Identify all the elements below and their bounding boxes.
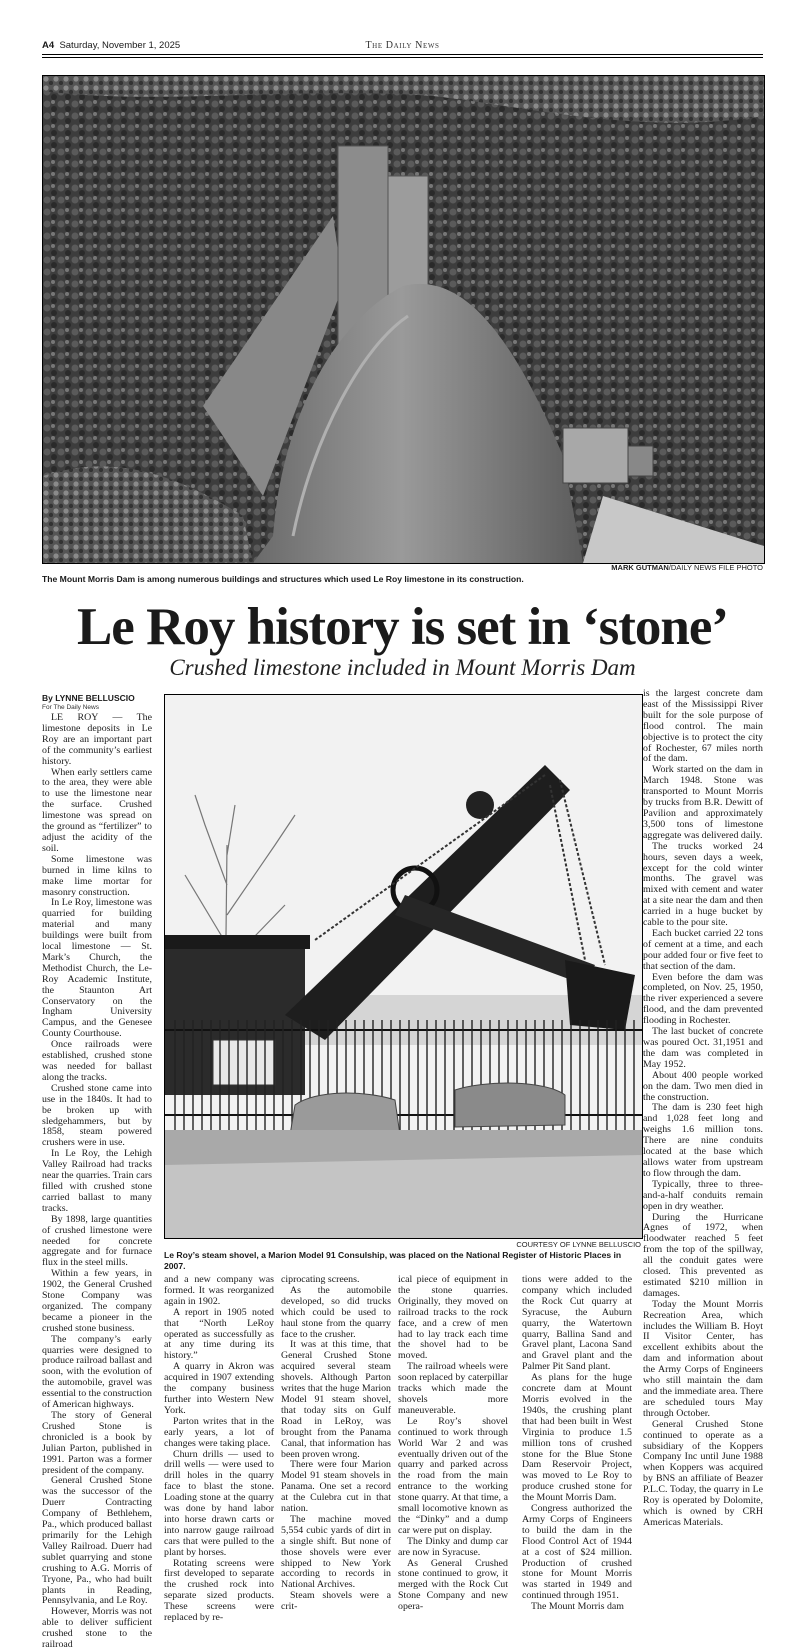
- steam-shovel-illustration: [165, 695, 642, 1238]
- article-paragraph: The last bucket of concrete was poured Oct. 31,1951 and the dam was completed in May 1952.: [643, 1026, 763, 1070]
- article-paragraph: In Le Roy, the Lehigh Valley Railroad had tracks near the quarries. Train cars filled with crushed stone carried ballast to many tracks.: [42, 1148, 152, 1214]
- boom-pulley: [466, 791, 494, 819]
- column-2: [164, 1274, 274, 1624]
- foreground-lot: [165, 1155, 642, 1238]
- article-paragraph: tions were added to the company which included the Rock Cut quarry at Syracuse, the Auburn quarry, the Watertown quarry, Ballina Sand and Gravel plant, Lacona Sand and Gravel plant and the Palmer Pit Sand plant.: [522, 1274, 632, 1373]
- headline: Le Roy history is set in ‘stone’: [76, 598, 729, 656]
- header-rule: [42, 54, 763, 55]
- article-paragraph: Within a few years, in 1902, the General Crushed Stone Company was organized. The company became a pioneer in the crushed stone business.: [42, 1268, 152, 1334]
- article-paragraph: Parton writes that in the early years, a lot of changes were taking place.: [164, 1415, 274, 1449]
- running-header: [42, 38, 763, 54]
- article-paragraph: Churn drills — used to drill wells — were used to drill holes in the quarry face to blast the stone. Loading stone at the quarry was done by hand labor into horse drawn carts or into narrow gauge railroad cars that were pulled to the plant by horses.: [164, 1448, 274, 1558]
- article-paragraph: General Crushed Stone continued to operate as a subsidiary of the Koppers Company Inc until June 1988 when Koppers was acquired by BNS an affiliate of Beazer P.L.C. Today, the quarry in Le Roy is operated by Dolomite, which is owned by CRH Americas Materials.: [643, 1418, 763, 1528]
- article-paragraph: In Le Roy, limestone was quarried for building material and many buildings were built from local limestone — St. Mark’s Church, the Methodist Church, the Le-Roy Academic Institute, the Staunton Art Conservatory on the Ingham University Campus, and the Genesee County Courthouse.: [42, 897, 152, 1040]
- article-paragraph: Work started on the dam in March 1948. Stone was transported to Mount Morris by trucks from B.R. Dewitt of Pavilion and approximately 3,500 tons of limestone aggregate was delivered daily.: [643, 764, 763, 841]
- article-paragraph: When early settlers came to the area, they were able to use the limestone near the surface. Crushed limestone was spread on the ground as “fertilizer” to adjust the acidity of the soil.: [42, 766, 152, 854]
- article-paragraph: There were four Marion Model 91 steam shovels in Panama. One set a record at the Culebra cut in that nation.: [281, 1459, 391, 1515]
- article-paragraph: It was at this time, that General Crushed Stone acquired several steam shovels. Although Parton writes that the huge Marion Model 91 steam shovel, that today sits on Gulf Road in LeRoy, was brought from the Panama Canal, that information has been proven wrong.: [281, 1339, 391, 1460]
- article-paragraph: Once railroads were established, crushed stone was needed for ballast along the tracks.: [42, 1039, 152, 1083]
- column-3: [281, 1274, 391, 1613]
- steam-shovel-photo: [164, 694, 643, 1239]
- article-paragraph: By 1898, large quantities of crushed limestone were needed for concrete aggregate and for furnace flux in the steel mills.: [42, 1213, 152, 1269]
- article-paragraph: A quarry in Akron was acquired in 1907 extending the company business further into Western New York.: [164, 1361, 274, 1416]
- article-paragraph: ical piece of equipment in the stone quarries. Originally, they moved on railroad tracks to the rock face, and a crew of men had to lay track each time the shovel had to be moved.: [398, 1274, 508, 1362]
- dam-photo-illustration: [43, 76, 764, 563]
- article-paragraph: As General Crushed stone continued to grow, it merged with the Rock Cut Stone Company and new opera-: [398, 1557, 508, 1613]
- gate-house-annex: [628, 446, 653, 476]
- column-left: [42, 712, 152, 1651]
- byline-affiliation: For The Daily News: [42, 704, 99, 711]
- article-paragraph: ciprocating screens.: [281, 1274, 360, 1285]
- article-paragraph: As plans for the huge concrete dam at Mount Morris evolved in the 1940s, the crushing plant that had been built in West Virginia to produce 1.5 million tons of crushed stone for the Blue Stone Dam Reservoir Project, was moved to Le Roy to produce crushed stone for the Mount Morris Dam.: [522, 1372, 632, 1504]
- article-paragraph: and a new company was formed. It was reorganized again in 1902.: [164, 1274, 274, 1307]
- article-paragraph: As the automobile developed, so did trucks which could be used to haul stone from the quarry face to the crusher.: [281, 1284, 391, 1340]
- dam-photo: [42, 75, 765, 564]
- top-photo-caption: The Mount Morris Dam is among numerous buildings and structures which used Le Roy limestone in its construction.: [42, 574, 524, 584]
- article-paragraph: Rotating screens were first developed to separate the crushed rock into separate sized products. These screens were replaced by re-: [164, 1557, 274, 1624]
- top-photo-credit: [611, 563, 763, 572]
- paper-name: The Daily News: [365, 40, 440, 51]
- mid-photo-caption: Le Roy’s steam shovel, a Marion Model 91 Consulship, was placed on the National Register of Historic Places in 2007.: [164, 1250, 622, 1271]
- cab-roof: [165, 935, 310, 949]
- article-paragraph: Today the Mount Morris Recreation Area, which includes the William B. Hoyt II Visitor Center, has excellent exhibits about the dam and information about the Army Corps of Engineers who still maintain the dam and the immediate area. There are scheduled tours May through October.: [643, 1298, 763, 1419]
- article-paragraph: Le Roy’s shovel continued to work through World War 2 and was eventually driven out of the quarry and parked across the road from the main entrance to the working stone quarry. At that time, a small locomotive known as the “Dinky” and a dump car were put on display.: [398, 1415, 508, 1536]
- article-paragraph: The Mount Morris dam: [531, 1601, 624, 1613]
- article-paragraph: The company’s early quarries were designed to produce railroad ballast and soon, with the evolution of the automobile, gravel was essential to the construction of American highways.: [42, 1333, 152, 1411]
- article-paragraph: The story of General Crushed Stone is chronicled is a book by Julian Parton, published in 1991. Parton was a former president of the company.: [42, 1410, 152, 1476]
- limestone-block: [455, 1083, 565, 1127]
- credit-name: MARK GUTMAN: [611, 563, 669, 572]
- column-4: [398, 1274, 508, 1613]
- credit-org: /DAILY NEWS FILE PHOTO: [668, 563, 763, 572]
- article-paragraph: Crushed stone came into use in the 1840s. It had to be broken up with sledgehammers, but by 1858, steam powered crushers were in use.: [42, 1082, 152, 1149]
- article-paragraph: Each bucket carried 22 tons of cement at a time, and each pour added four or five feet to that section of the dam.: [643, 927, 763, 972]
- article-paragraph: Steam shovels were a crit-: [281, 1590, 391, 1613]
- header-rule-double: [42, 57, 763, 58]
- article-paragraph: The machine moved 5,554 cubic yards of dirt in a single shift. But none of those shovels were ever shipped to New York according to records in National Archives.: [281, 1513, 391, 1591]
- article-paragraph: The trucks worked 24 hours, seven days a week, except for the cold winter months. The gravel was mixed with cement and water at a site near the dam and then carried in a huge bucket by cable to the pour site.: [643, 840, 763, 929]
- article-paragraph: However, Morris was not able to deliver sufficient crushed stone to the railroad: [42, 1606, 152, 1651]
- article-paragraph: Some limestone was burned in lime kilns to make lime mortar for masonry construction.: [42, 853, 152, 898]
- column-5: [522, 1274, 632, 1613]
- article-paragraph: During the Hurricane Agnes of 1972, when floodwater reached 5 feet from the top of the spillway, all the conduit gates were closed. This prevented as estimated $210 million in damages.: [643, 1211, 763, 1299]
- gate-house: [563, 428, 628, 483]
- article-paragraph: Congress authorized the Army Corps of Engineers to build the dam in the Flood Control Act of 1944 at a cost of $24 million. Production of crushed stone for Mount Morris was started in 1949 and continued through 1951.: [522, 1503, 632, 1602]
- article-paragraph: The Dinky and dump car are now in Syracuse.: [398, 1535, 508, 1558]
- subheadline: Crushed limestone included in Mount Morris Dam: [169, 655, 636, 680]
- historic-marker-sign: [213, 1040, 275, 1085]
- article-paragraph: Typically, three to three-and-a-half conduits remain open in dry weather.: [643, 1178, 763, 1212]
- column-right: [643, 689, 763, 1603]
- article-paragraph: The dam is 230 feet high and 1,028 feet long and weighs 1.6 million tons. There are nine conduits located at the base which allows water from upstream to flow through the dam.: [643, 1102, 763, 1179]
- article-paragraph: The railroad wheels were soon replaced by caterpillar tracks which made the shovels more maneuverable.: [398, 1361, 508, 1416]
- article-paragraph: A report in 1905 noted that “North LeRoy operated as successfully as at any time during its history.”: [164, 1306, 274, 1362]
- byline: By LYNNE BELLUSCIO: [42, 693, 135, 703]
- issue-date: Saturday, November 1, 2025: [59, 40, 181, 51]
- article-paragraph: LE ROY — The limestone deposits in Le Roy are an important part of the community’s earliest history.: [42, 712, 152, 767]
- limestone-block: [290, 1093, 400, 1135]
- article-paragraph: Even before the dam was completed, on Nov. 25, 1950, the river experienced a severe flood, and the dam prevented flooding in Rochester.: [643, 971, 763, 1027]
- article-paragraph: General Crushed Stone was the successor of the Duerr Contracting Company of Bethlehem, Pa., which produced ballast primarily for the Lehigh Valley Railroad. Duerr had sublet quarrying and stone crushing to A.G. Morris of Tryone, Pa., who had built plants in Reading, Pennsylvania, and Le Roy.: [42, 1475, 152, 1607]
- mid-photo-credit: COURTESY OF LYNNE BELLUSCIO: [516, 1240, 641, 1249]
- article-paragraph: About 400 people worked on the dam. Two men died in the construction.: [643, 1069, 763, 1103]
- article-paragraph: is the largest concrete dam east of the Mississippi River built for the sole purpose of flood control. The main objective is to protect the city of Rochester, 67 miles north of the dam.: [643, 688, 763, 765]
- page-number: A4: [42, 40, 55, 51]
